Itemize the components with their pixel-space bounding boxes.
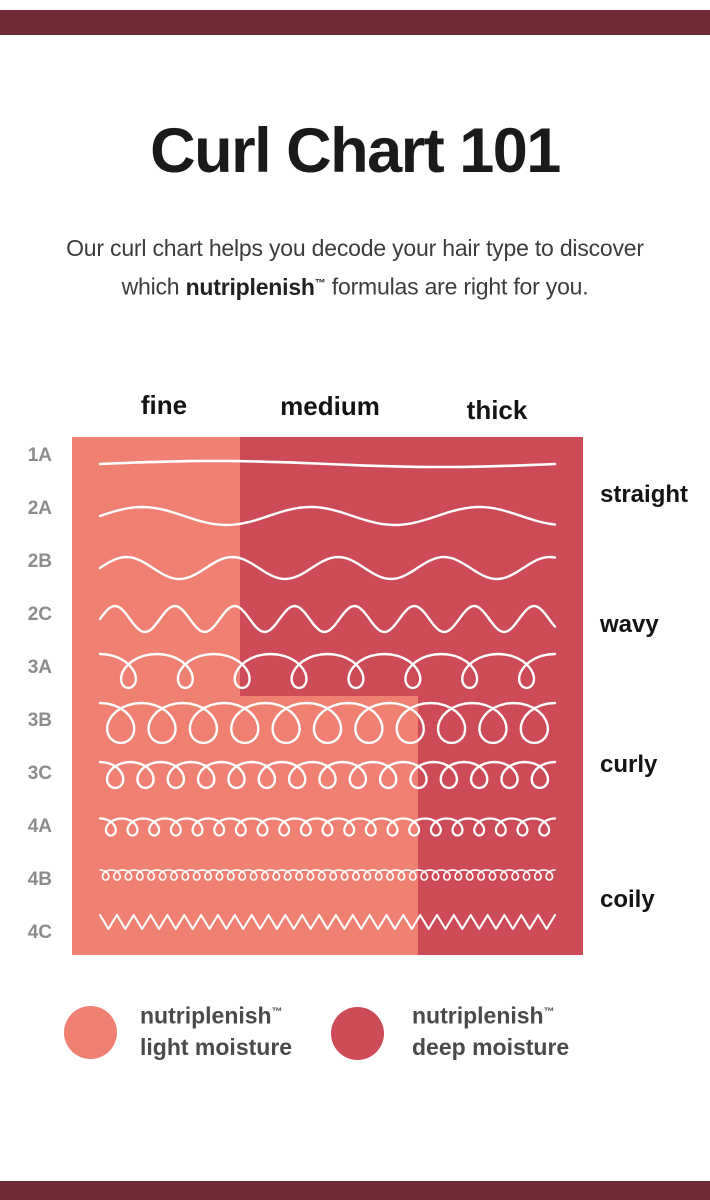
legend-light-line1: nutriplenish™	[140, 1002, 283, 1029]
curl-squiggle-2C	[72, 592, 583, 644]
row-label-2B: 2B	[27, 551, 52, 572]
row-label-4A: 4A	[27, 816, 52, 837]
group-label-straight: straight	[600, 481, 689, 508]
legend-deep-line1: nutriplenish™	[412, 1002, 555, 1029]
column-header-medium: medium	[280, 391, 380, 421]
legend-light-line2: light moisture	[140, 1033, 293, 1060]
curl-squiggle-2A	[72, 489, 583, 541]
curl-squiggle-3B	[72, 696, 583, 748]
legend-deep-line2: deep moisture	[412, 1033, 570, 1060]
curl-squiggle-3C	[72, 748, 583, 800]
curl-squiggle-1A	[72, 437, 583, 489]
column-header-fine: fine	[140, 390, 188, 420]
legend-label-light-moisture	[140, 997, 292, 1063]
page-title: Curl Chart 101	[150, 116, 560, 186]
row-label-4C: 4C	[27, 922, 52, 943]
subtitle-line1: Our curl chart helps you decode your hair type to discover	[66, 235, 644, 261]
row-label-4B: 4B	[27, 869, 52, 890]
column-header-thick: thick	[466, 395, 528, 425]
subtitle-line2: which nutriplenish™ formulas are right for you.	[121, 273, 589, 300]
row-label-3C: 3C	[27, 763, 52, 784]
group-label-wavy: wavy	[600, 611, 659, 638]
legend-label-deep-moisture	[412, 997, 569, 1063]
group-label-coily: coily	[600, 886, 655, 913]
curl-squiggle-4A	[72, 800, 583, 852]
row-label-3A: 3A	[27, 657, 52, 678]
row-label-2C: 2C	[27, 604, 52, 625]
row-label-2A: 2A	[27, 498, 52, 519]
curl-squiggle-3A	[72, 644, 583, 696]
bottom-banner	[0, 1181, 710, 1200]
row-label-1A: 1A	[27, 445, 52, 466]
chart-grid	[72, 437, 583, 955]
curl-squiggle-4B	[72, 851, 583, 903]
legend-swatch-deep-moisture	[331, 1007, 384, 1060]
trademark-symbol: ™	[314, 277, 326, 289]
legend-swatch-light-moisture	[64, 1006, 117, 1059]
trademark-symbol: ™	[543, 1006, 555, 1018]
curl-squiggle-4C	[72, 903, 583, 955]
brand-name: nutriplenish	[185, 273, 315, 300]
trademark-symbol: ™	[271, 1006, 283, 1018]
row-label-3B: 3B	[27, 710, 52, 731]
top-banner	[0, 10, 710, 35]
curl-squiggle-2B	[72, 541, 583, 593]
group-label-curly: curly	[600, 751, 658, 778]
page-subtitle	[0, 231, 710, 305]
